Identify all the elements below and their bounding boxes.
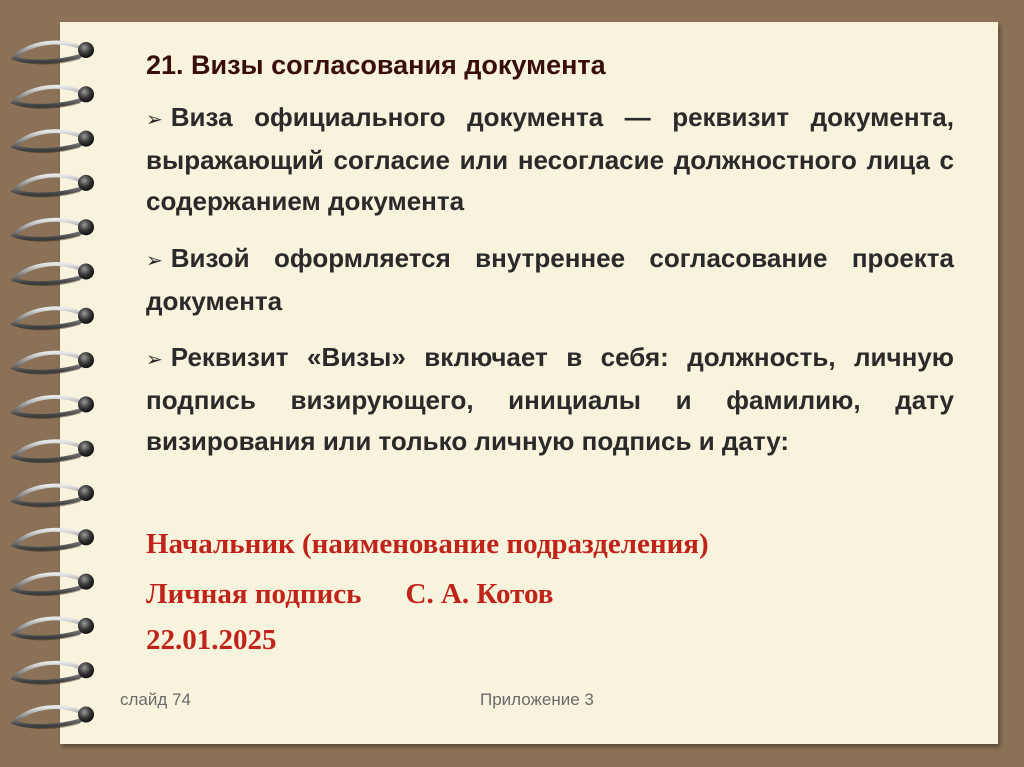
spiral-binding-icon xyxy=(0,0,110,767)
spiral-ring xyxy=(14,441,94,462)
paragraph-text: Визой оформляется внутреннее согласование проекта документа xyxy=(146,243,954,316)
visa-signature: Личная подпись xyxy=(146,578,362,610)
spiral-ring xyxy=(14,219,94,240)
slide-number: слайд 74 xyxy=(120,690,191,709)
spiral-ring xyxy=(14,618,94,639)
spiral-ring xyxy=(14,352,94,373)
bullet-paragraph-2 xyxy=(146,238,954,322)
visa-signature-line xyxy=(146,578,553,611)
spiral-ring xyxy=(14,662,94,683)
bullet-arrow-icon: ➢ xyxy=(146,248,163,272)
visa-position: Начальник (наименование подразделения) xyxy=(146,528,709,560)
spiral-ring xyxy=(14,396,94,417)
bullet-paragraph-1 xyxy=(146,97,954,222)
spiral-ring xyxy=(14,131,94,152)
spiral-ring xyxy=(14,264,94,285)
bullet-paragraph-3 xyxy=(146,337,954,462)
spiral-ring xyxy=(14,308,94,329)
visa-date: 22.01.2025 xyxy=(146,624,277,656)
bullet-arrow-icon: ➢ xyxy=(146,107,163,131)
spiral-ring xyxy=(14,42,94,63)
paragraph-text: Реквизит «Визы» включает в себя: должность, личную подпись визирующего, инициалы и фамилию, дату визирования или только личную подпись и дату: xyxy=(146,342,954,456)
spiral-ring xyxy=(14,86,94,107)
spiral-ring xyxy=(14,707,94,728)
paragraph-text: Виза официального документа — реквизит документа, выражающий согласие или несогласие должностного лица с содержанием документа xyxy=(146,102,954,216)
spiral-ring xyxy=(14,529,94,550)
spiral-ring xyxy=(14,175,94,196)
spiral-ring xyxy=(14,574,94,595)
visa-name: С. А. Котов xyxy=(405,578,554,610)
slide-title: 21. Визы согласования документа xyxy=(146,50,606,80)
bullet-arrow-icon: ➢ xyxy=(146,347,163,371)
appendix-label: Приложение 3 xyxy=(480,690,594,709)
spiral-ring xyxy=(14,485,94,506)
